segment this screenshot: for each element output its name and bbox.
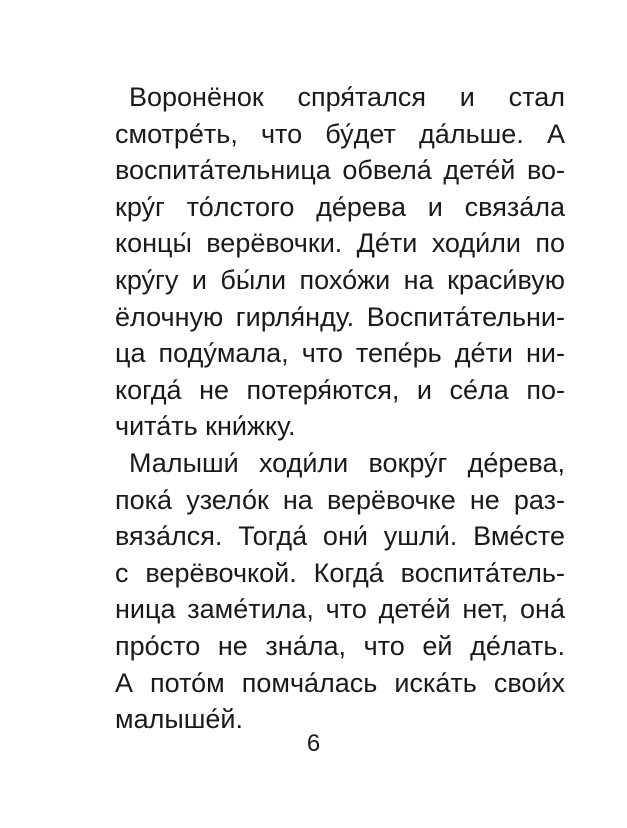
paragraph-1	[115, 79, 565, 445]
text-line: с верёвочкой. Когда́ воспита́тель-	[115, 557, 565, 588]
text-line: малыше́й.	[115, 704, 243, 735]
text-line: концы́ верёвочки. Де́ти ходи́ли по	[115, 228, 565, 259]
text-line: ца поду́мала, что тепе́рь де́ти ни-	[115, 338, 565, 369]
text-line: про́сто не зна́ла, что ей де́лать.	[115, 630, 565, 661]
text-line: чита́ть кни́жку.	[115, 411, 296, 442]
text-line: кру́г то́лстого де́рева и связа́ла	[115, 191, 565, 222]
text-line: пока́ узело́к на верёвочке не раз-	[115, 484, 565, 515]
paragraph-2	[115, 445, 565, 738]
text-line: вяза́лся. Тогда́ они́ ушли́. Вме́сте	[115, 521, 565, 552]
text-line: когда́ не потеря́ются, и се́ла по-	[115, 374, 565, 405]
text-line: ница заме́тила, что дете́й нет, она́	[115, 594, 565, 625]
text-line: воспита́тельница обвела́ дете́й во-	[115, 155, 565, 186]
text-line: Воронёнок спря́тался и стал	[129, 82, 565, 112]
text-line: А пото́м помча́лась иска́ть свои́х	[115, 667, 565, 698]
page-number: 6	[306, 730, 321, 757]
text-line: кру́гу и бы́ли похо́жи на краси́вую	[115, 264, 565, 295]
text-line: смотре́ть, что бу́дет да́льше. А	[115, 118, 565, 149]
story-text	[115, 79, 565, 738]
text-line: Малыши́ ходи́ли вокру́г де́рева,	[129, 447, 565, 478]
text-line: ёлочную гирля́нду. Воспита́тельни-	[115, 301, 565, 332]
